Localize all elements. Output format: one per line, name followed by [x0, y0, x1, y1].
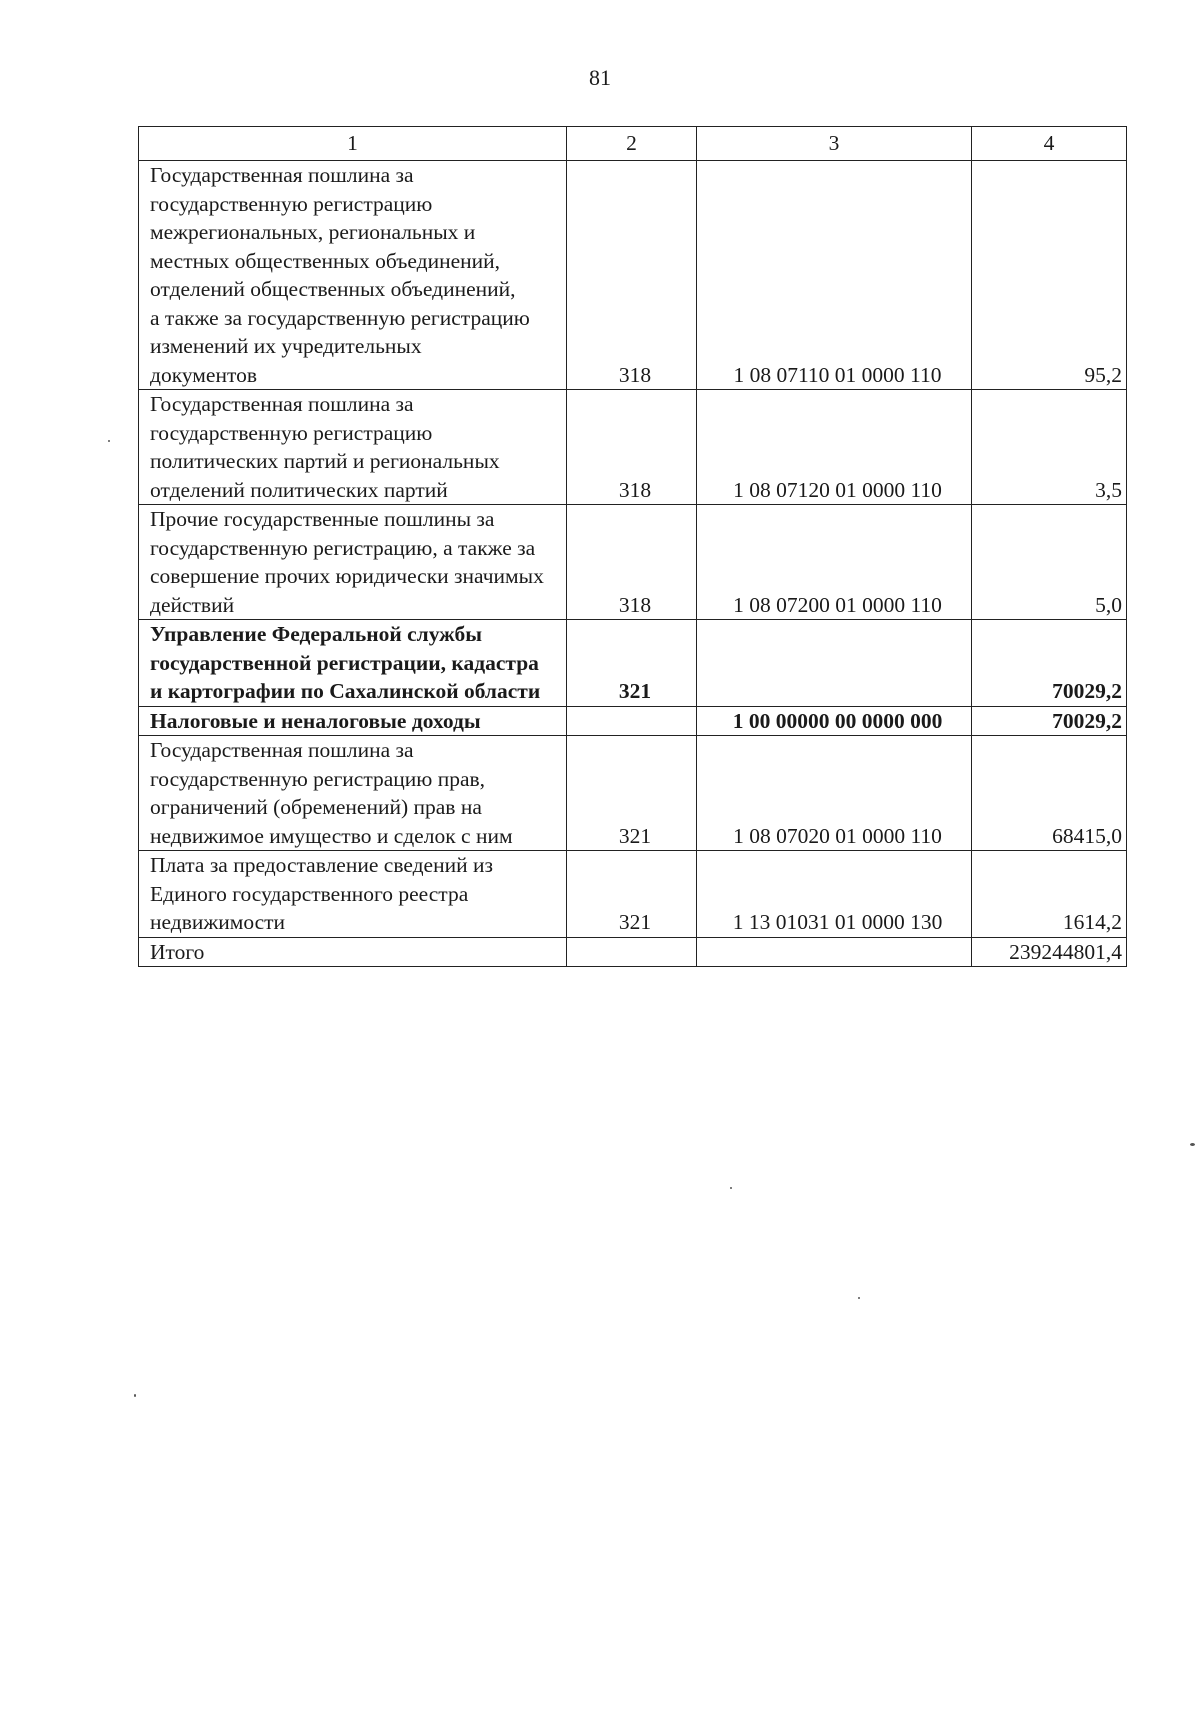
- row-budget-code: [697, 620, 972, 707]
- table-row: [139, 161, 1127, 390]
- row-name: Плата за предоставление сведений из Единого государственного реестра недвижимости: [139, 851, 567, 938]
- table-row: [139, 620, 1127, 707]
- scan-speck: [730, 1187, 732, 1189]
- row-name: Государственная пошлина за государственную регистрацию прав, ограничений (обременений) прав на недвижимое имущество и сделок с ним: [139, 736, 567, 851]
- row-budget-code: 1 08 07200 01 0000 110: [697, 505, 972, 620]
- column-header-2: 2: [567, 127, 697, 161]
- column-header-1: 1: [139, 127, 567, 161]
- row-amount: 3,5: [972, 390, 1127, 505]
- row-admin-code: [567, 706, 697, 736]
- row-admin-code: 318: [567, 505, 697, 620]
- row-admin-code: 321: [567, 851, 697, 938]
- scan-speck: [108, 440, 110, 442]
- row-amount: 70029,2: [972, 706, 1127, 736]
- row-name: Итого: [139, 937, 567, 967]
- row-admin-code: [567, 937, 697, 967]
- row-budget-code: 1 00 00000 00 0000 000: [697, 706, 972, 736]
- page-number: 81: [589, 65, 611, 90]
- row-admin-code: 318: [567, 161, 697, 390]
- row-admin-code: 321: [567, 736, 697, 851]
- row-budget-code: 1 08 07110 01 0000 110: [697, 161, 972, 390]
- row-admin-code: 321: [567, 620, 697, 707]
- row-amount: 5,0: [972, 505, 1127, 620]
- table-row: [139, 505, 1127, 620]
- column-header-3: 3: [697, 127, 972, 161]
- row-amount: 239244801,4: [972, 937, 1127, 967]
- row-name: Управление Федеральной службы государственной регистрации, кадастра и картографии по Сахалинской области: [139, 620, 567, 707]
- table-row: [139, 390, 1127, 505]
- row-name: Государственная пошлина за государственную регистрацию политических партий и региональных отделений политических партий: [139, 390, 567, 505]
- row-name: Прочие государственные пошлины за государственную регистрацию, а также за совершение прочих юридически значимых действий: [139, 505, 567, 620]
- row-amount: 95,2: [972, 161, 1127, 390]
- row-name: Налоговые и неналоговые доходы: [139, 706, 567, 736]
- row-amount: 68415,0: [972, 736, 1127, 851]
- row-amount: 1614,2: [972, 851, 1127, 938]
- revenue-table: [138, 126, 1127, 967]
- row-budget-code: [697, 937, 972, 967]
- table-row: [139, 851, 1127, 938]
- table-row: [139, 736, 1127, 851]
- row-name: Государственная пошлина за государственную регистрацию межрегиональных, региональных и местных общественных объединений, отделений общественных объединений, а также за государственную регистрацию изменений их учредительных документов: [139, 161, 567, 390]
- column-header-4: 4: [972, 127, 1127, 161]
- row-amount: 70029,2: [972, 620, 1127, 707]
- scan-speck: [134, 1394, 136, 1397]
- row-budget-code: 1 13 01031 01 0000 130: [697, 851, 972, 938]
- table-header-row: [139, 127, 1127, 161]
- row-budget-code: 1 08 07120 01 0000 110: [697, 390, 972, 505]
- row-admin-code: 318: [567, 390, 697, 505]
- scan-speck: [1190, 1143, 1195, 1146]
- scan-speck: [858, 1297, 860, 1299]
- table-total-row: [139, 937, 1127, 967]
- row-budget-code: 1 08 07020 01 0000 110: [697, 736, 972, 851]
- table-row: [139, 706, 1127, 736]
